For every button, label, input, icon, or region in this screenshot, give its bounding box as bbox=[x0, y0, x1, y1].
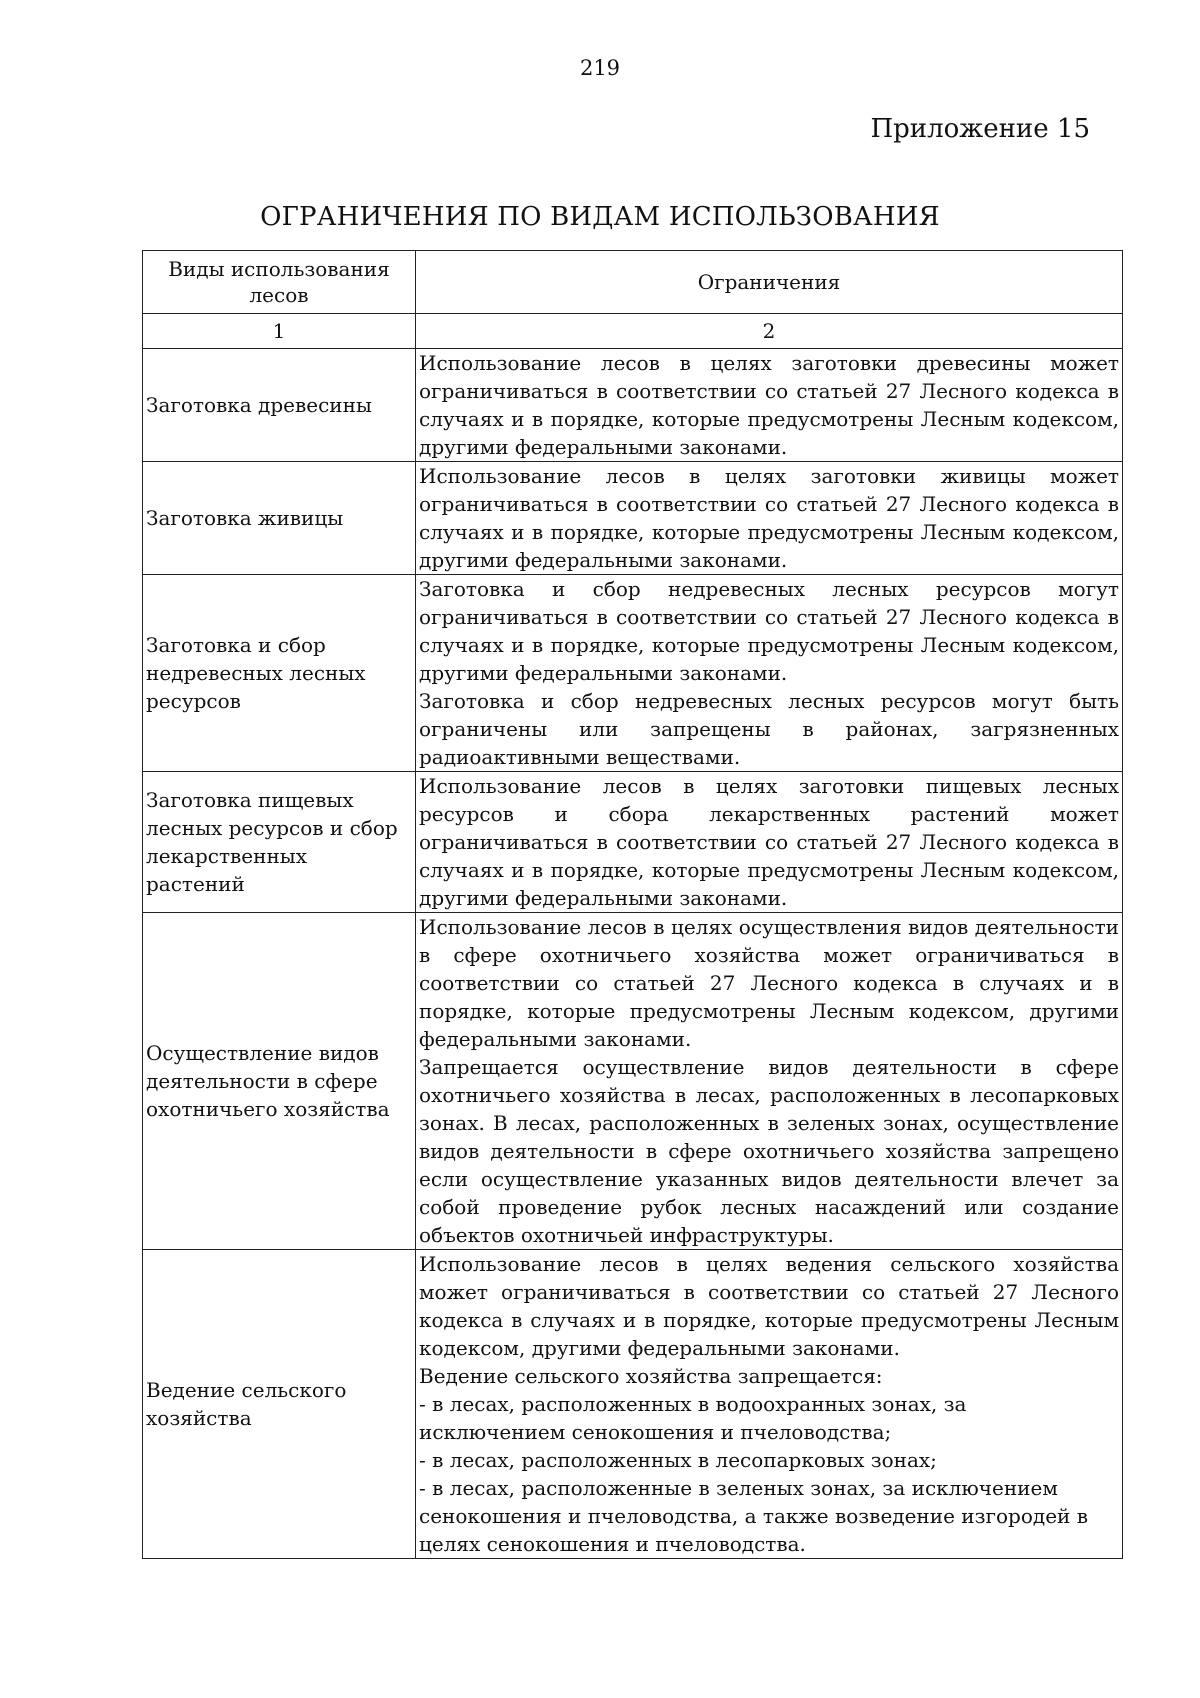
restrictions-cell bbox=[416, 913, 1123, 1250]
usage-kind-cell: Заготовка живицы bbox=[143, 462, 416, 575]
appendix-label: Приложение 15 bbox=[870, 114, 1090, 144]
table-row bbox=[143, 1250, 1123, 1559]
restriction-paragraph: Заготовка и сбор недревесных лесных ресурсов могут ограничиваться в соответствии со статьей 27 Лесного кодекса в случаях и в порядке, которые предусмотрены Лесным кодексом, другими федеральными законами. bbox=[419, 577, 1119, 685]
usage-kind-cell: Заготовка и сбор недревесных лесных ресурсов bbox=[143, 575, 416, 772]
restriction-paragraph: Использование лесов в целях ведения сельского хозяйства может ограничиваться в соответствии со статьей 27 Лесного кодекса в случаях и в порядке, которые предусмотрены Лесным кодексом, другими федеральными законами. bbox=[419, 1252, 1119, 1360]
table-row bbox=[143, 462, 1123, 575]
restrictions-cell bbox=[416, 1250, 1123, 1559]
usage-kind-cell: Осуществление видов деятельности в сфере охотничьего хозяйства bbox=[143, 913, 416, 1250]
usage-kind-cell: Заготовка древесины bbox=[143, 349, 416, 462]
column-number-1: 1 bbox=[143, 314, 416, 349]
column-number-row bbox=[143, 314, 1123, 349]
usage-kind-cell: Ведение сельского хозяйства bbox=[143, 1250, 416, 1559]
restriction-paragraph: Запрещается осуществление видов деятельности в сфере охотничьего хозяйства в лесах, расположенных в лесопарковых зонах. В лесах, расположенных в зеленых зонах, осуществление видов деятельности в сфере охотничьего хозяйства запрещено если осуществление указанных видов деятельности влечет за собой проведение рубок лесных насаждений или создание объектов охотничьей инфраструктуры. bbox=[419, 1055, 1119, 1247]
restrictions-cell bbox=[416, 349, 1123, 462]
table-row bbox=[143, 575, 1123, 772]
restriction-paragraph: Использование лесов в целях заготовки пищевых лесных ресурсов и сбора лекарственных растений может ограничиваться в соответствии со статьей 27 Лесного кодекса в случаях и в порядке, которые предусмотрены Лесным кодексом, другими федеральными законами. bbox=[419, 774, 1119, 910]
restrictions-cell bbox=[416, 462, 1123, 575]
restriction-list-item: - в лесах, расположенных в лесопарковых зонах; bbox=[419, 1448, 937, 1472]
table-row bbox=[143, 349, 1123, 462]
restrictions-cell bbox=[416, 575, 1123, 772]
restrictions-cell bbox=[416, 772, 1123, 913]
usage-kind-cell: Заготовка пищевых лесных ресурсов и сбор лекарственных растений bbox=[143, 772, 416, 913]
column-header-kind: Виды использования лесов bbox=[143, 251, 416, 314]
column-header-restrictions: Ограничения bbox=[416, 251, 1123, 314]
restriction-paragraph: Использование лесов в целях заготовки живицы может ограничиваться в соответствии со статьей 27 Лесного кодекса в случаях и в порядке, которые предусмотрены Лесным кодексом, другими федеральными законами. bbox=[419, 464, 1119, 572]
restriction-paragraph: Заготовка и сбор недревесных лесных ресурсов могут быть ограничены или запрещены в районах, загрязненных радиоактивными веществами. bbox=[419, 689, 1119, 769]
restriction-list-item: - в лесах, расположенные в зеленых зонах, за исключением сенокошения и пчеловодства, а также возведение изгородей в целях сенокошения и пчеловодства. bbox=[419, 1476, 1088, 1556]
document-title: ОГРАНИЧЕНИЯ ПО ВИДАМ ИСПОЛЬЗОВАНИЯ bbox=[260, 202, 940, 232]
table-row bbox=[143, 772, 1123, 913]
table-header-row bbox=[143, 251, 1123, 314]
restriction-list-item: - в лесах, расположенных в водоохранных зонах, за исключением сенокошения и пчеловодства; bbox=[419, 1392, 967, 1444]
restriction-paragraph: Использование лесов в целях заготовки древесины может ограничиваться в соответствии со статьей 27 Лесного кодекса в случаях и в порядке, которые предусмотрены Лесным кодексом, другими федеральными законами. bbox=[419, 351, 1119, 459]
restriction-paragraph: Ведение сельского хозяйства запрещается: bbox=[419, 1364, 883, 1388]
column-number-2: 2 bbox=[416, 314, 1123, 349]
restriction-paragraph: Использование лесов в целях осуществления видов деятельности в сфере охотничьего хозяйства может ограничиваться в соответствии со статьей 27 Лесного кодекса в случаях и в порядке, которые предусмотрены Лесным кодексом, другими федеральными законами. bbox=[419, 915, 1119, 1051]
restrictions-table bbox=[142, 250, 1123, 1559]
page-number: 219 bbox=[579, 56, 621, 80]
table-row bbox=[143, 913, 1123, 1250]
